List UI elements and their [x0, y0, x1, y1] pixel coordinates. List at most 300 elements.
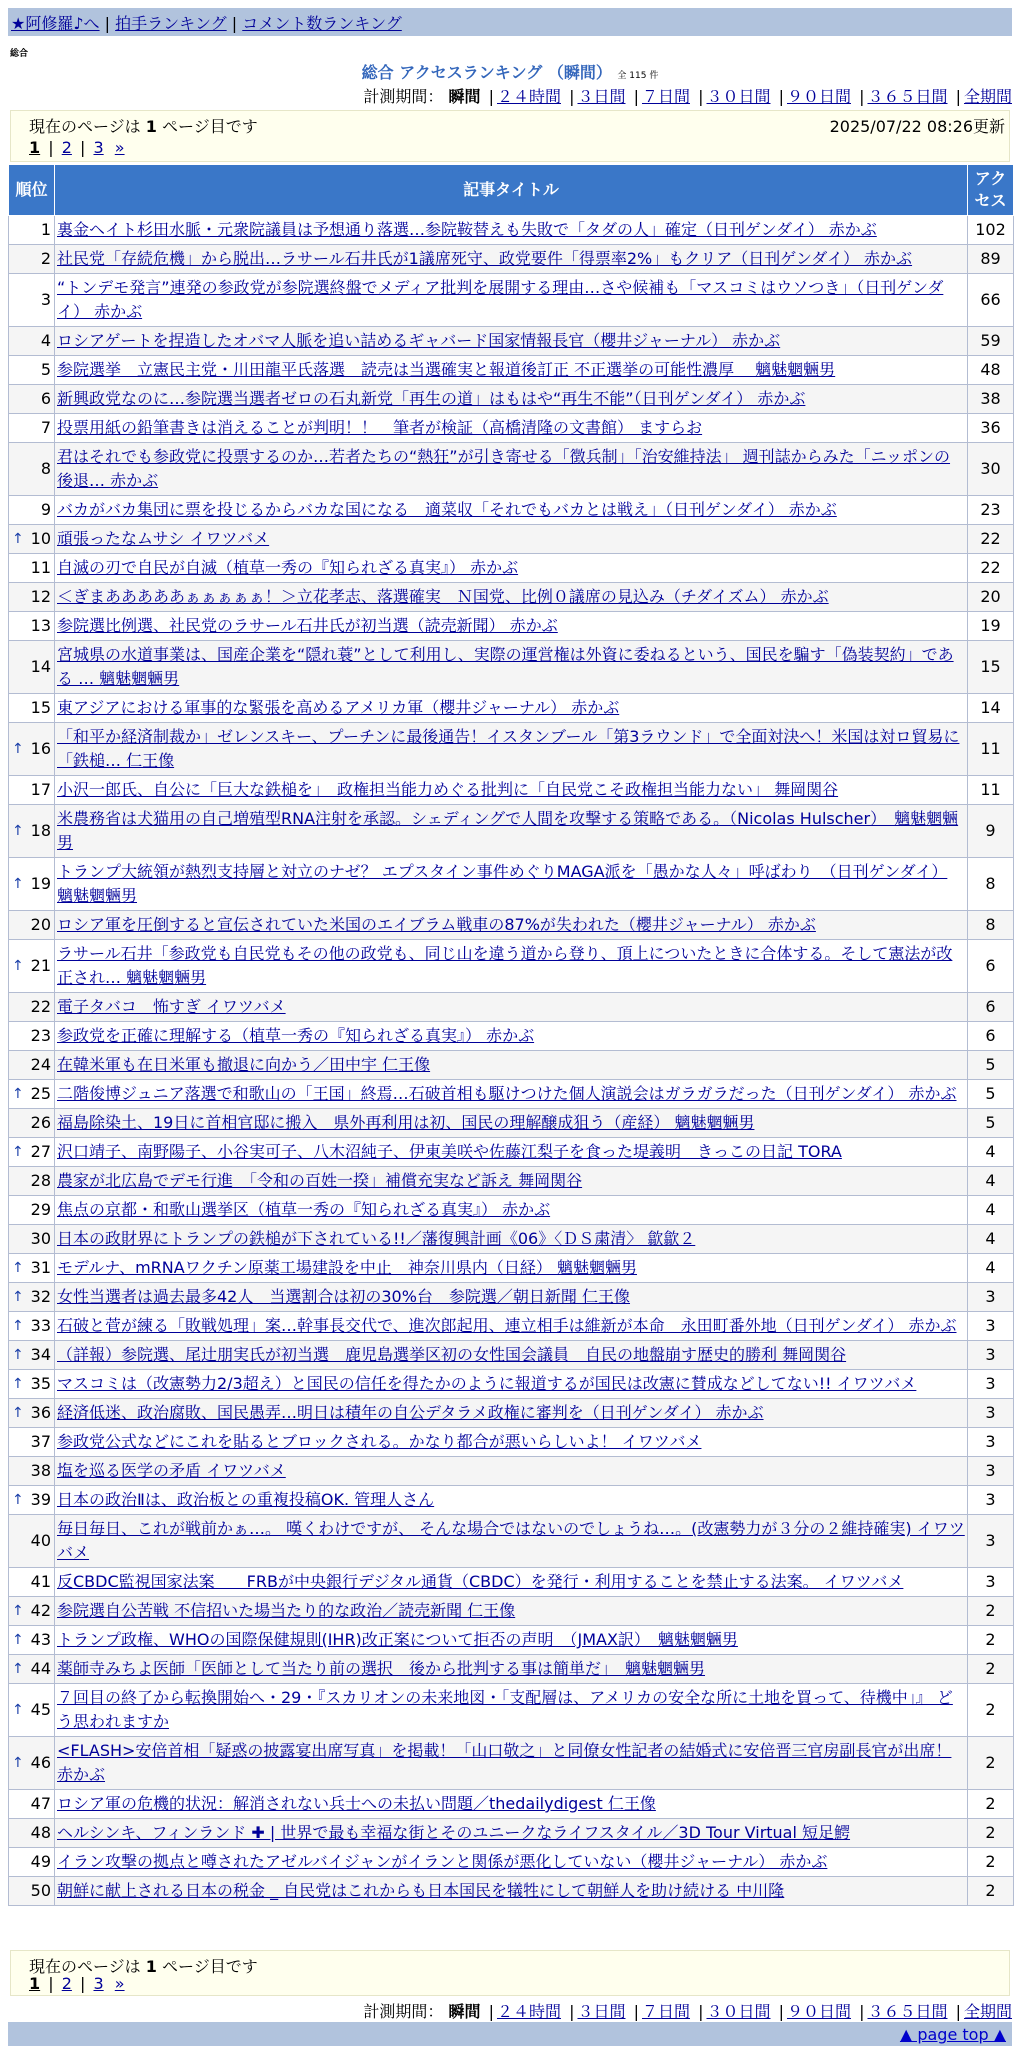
article-link[interactable]: 反CBDC監視国家法案 FRBが中央銀行デジタル通貨（CBDC）を発行・利用することを禁止する法案。 イワツバメ: [57, 1572, 904, 1591]
table-row: [9, 1515, 1014, 1568]
article-link[interactable]: 経済低迷、政治腐敗、国民愚弄…明日は積年の自公デタラメ政権に審判を（日刊ゲンダイ） 赤かぶ: [57, 1403, 764, 1422]
title-cell: [55, 1341, 968, 1370]
article-link[interactable]: 社民党「存続危機」から脱出…ラサール石井氏が1議席死守、政党要件「得票率2%」もクリア（日刊ゲンダイ） 赤かぶ: [57, 249, 913, 268]
period-separator: |: [778, 87, 784, 106]
updated-timestamp: 2025/07/22 08:26更新: [829, 117, 1005, 136]
article-link[interactable]: ロシアゲートを捏造したオバマ人脈を追い詰めるギャバード国家情報長官（櫻井ジャーナル） 赤かぶ: [57, 331, 781, 350]
access-count: 2: [968, 1790, 1014, 1819]
title-cell: [55, 1370, 968, 1399]
header-title: 記事タイトル: [55, 165, 968, 216]
nav-link-clap-ranking[interactable]: 拍手ランキング: [115, 14, 227, 33]
rank-number: 26: [30, 1113, 51, 1132]
title-cell: [55, 1051, 968, 1080]
rank-cell: [9, 1022, 55, 1051]
rank-number: 30: [30, 1229, 51, 1248]
table-row: [9, 1022, 1014, 1051]
title-cell: [55, 776, 968, 805]
table-row: [9, 1225, 1014, 1254]
table-row: [9, 805, 1014, 858]
article-link[interactable]: バカがバカ集団に票を投じるからバカな国になる 適菜収「それでもバカとは戦え」（日刊ゲンダイ） 赤かぶ: [57, 500, 837, 519]
article-link[interactable]: ７回目の終了から転換開始へ・29・『スカリオンの未来地図・「支配層は、アメリカの安全な所に土地を買って、待機中」』 どう思われますか: [57, 1688, 953, 1731]
access-count: 2: [968, 1655, 1014, 1684]
title-cell: [55, 1737, 968, 1790]
title-cell: [55, 274, 968, 327]
table-row: [9, 1684, 1014, 1737]
period-separator: |: [488, 87, 494, 106]
article-link[interactable]: 新興政党なのに…参院選当選者ゼロの石丸新党「再生の道」はもはや“再生不能”（日刊ゲンダイ） 赤かぶ: [57, 389, 806, 408]
table-row: [9, 525, 1014, 554]
title-cell: [55, 1568, 968, 1597]
access-count: 3: [968, 1370, 1014, 1399]
rank-number: 16: [30, 739, 51, 758]
rank-number: 32: [30, 1287, 51, 1306]
access-count: 19: [968, 612, 1014, 641]
rank-number: 21: [30, 956, 51, 975]
article-link[interactable]: 塩を巡る医学の矛盾 イワツバメ: [57, 1461, 286, 1480]
access-count: 2: [968, 1626, 1014, 1655]
rank-number: 39: [30, 1490, 51, 1509]
article-link[interactable]: 石破と菅が練る「敗戦処理」案…幹事長交代で、進次郎起用、連立相手は維新が本命 永田町番外地（日刊ゲンダイ） 赤かぶ: [57, 1316, 957, 1335]
ranking-title-text: 総合 アクセスランキング （瞬間）: [361, 63, 612, 82]
article-link[interactable]: <FLASH>安倍首相「疑惑の披露宴出席写真」を掲載！「山口敬之」と同僚女性記者の結婚式に安倍晋三官房副長官が出席！ 赤かぶ: [57, 1741, 952, 1784]
access-count: 3: [968, 1399, 1014, 1428]
page-link-next[interactable]: »: [114, 138, 125, 157]
article-link[interactable]: 二階俊博ジュニア落選で和歌山の「王国」終焉…石破首相も駆けつけた個人演説会はガラガラだった（日刊ゲンダイ） 赤かぶ: [57, 1084, 957, 1103]
rank-up-arrow-icon: ↑: [12, 823, 24, 839]
top-nav: [8, 8, 1012, 36]
rank-number: 29: [30, 1200, 51, 1219]
rank-number: 47: [30, 1794, 51, 1813]
rank-up-arrow-icon: ↑: [12, 1702, 24, 1718]
access-count: 2: [968, 1877, 1014, 1906]
rank-number: 5: [40, 360, 51, 379]
rank-number: 45: [30, 1700, 51, 1719]
period-separator: |: [955, 87, 961, 106]
rank-cell: [9, 1486, 55, 1515]
rank-number: 11: [30, 558, 51, 577]
pagination-top: [29, 138, 125, 157]
table-row: [9, 414, 1014, 443]
title-cell: [55, 1486, 968, 1515]
nav-link-comment-ranking[interactable]: コメント数ランキング: [242, 14, 402, 33]
article-link[interactable]: 宮城県の水道事業は、国産企業を“隠れ蓑”として利用し、実際の運営権は外資に委ねるという、国民を騙す「偽装契約」である … 魑魅魍魎男: [57, 645, 954, 688]
page-separator: |: [48, 1974, 54, 1993]
title-cell: [55, 583, 968, 612]
rank-up-arrow-icon: ↑: [12, 958, 24, 974]
rank-cell: [9, 1312, 55, 1341]
access-count: 11: [968, 776, 1014, 805]
rank-up-arrow-icon: ↑: [12, 1492, 24, 1508]
table-row: [9, 723, 1014, 776]
access-count: 4: [968, 1167, 1014, 1196]
access-count: 2: [968, 1737, 1014, 1790]
title-cell: [55, 694, 968, 723]
rank-cell: [9, 805, 55, 858]
article-link[interactable]: 日本の政治Ⅱは、政治板との重複投稿OK. 管理人さん: [57, 1490, 435, 1509]
title-cell: [55, 1684, 968, 1737]
article-link[interactable]: 在韓米軍も在日米軍も撤退に向かう／田中宇 仁王像: [57, 1055, 431, 1074]
table-row: [9, 1877, 1014, 1906]
rank-up-arrow-icon: ↑: [12, 1661, 24, 1677]
rank-cell: [9, 245, 55, 274]
period-selector-bottom: [363, 1999, 1012, 2022]
article-link[interactable]: 参院選自公苦戦 不信招いた場当たり的な政治／読売新聞 仁王像: [57, 1601, 516, 1620]
article-link[interactable]: 参院選挙 立憲民主党・川田龍平氏落選 読売は当選確実と報道後訂正 不正選挙の可能性濃厚 魑魅魍魎男: [57, 360, 836, 379]
page-status: [29, 114, 258, 137]
rank-number: 8: [40, 459, 51, 478]
article-link[interactable]: ヘルシンキ、フィンランド ✚ | 世界で最も幸福な街とそのユニークなライフスタイル／3D Tour Virtual 短足鰐: [57, 1823, 851, 1842]
title-cell: [55, 805, 968, 858]
rank-cell: [9, 274, 55, 327]
table-row: [9, 1051, 1014, 1080]
nav-separator: |: [104, 14, 111, 33]
article-link[interactable]: 投票用紙の鉛筆書きは消えることが判明！！ 筆者が検証（高橋清隆の文書館） ますらお: [57, 418, 703, 437]
rank-number: 17: [30, 780, 51, 799]
article-link[interactable]: “トンデモ発言”連発の参政党が参院選終盤でメディア批判を展開する理由…さや候補も「マスコミはウソつき」（日刊ゲンダイ） 赤かぶ: [57, 278, 944, 321]
period-link-365d[interactable]: ３６５日間: [867, 2002, 948, 2021]
access-count: 89: [968, 245, 1014, 274]
article-link[interactable]: 日本の政財界にトランプの鉄槌が下されている!!／藩復興計画《06》〈ＤＳ粛清〉 歙歙２: [57, 1229, 696, 1248]
table-row: [9, 1283, 1014, 1312]
page-current: 1: [29, 138, 41, 157]
rank-cell: [9, 356, 55, 385]
rank-number: 41: [30, 1572, 51, 1591]
rank-cell: [9, 496, 55, 525]
rank-cell: [9, 1225, 55, 1254]
article-link[interactable]: 米農務省は犬猫用の自己増殖型RNA注射を承認。シェディングで人間を攻撃する策略である。（Nicolas Hulscher） 魑魅魍魎男: [57, 809, 959, 852]
article-link[interactable]: 参院選比例選、社民党のラサール石井氏が初当選（読売新聞） 赤かぶ: [57, 616, 558, 635]
table-row: [9, 1254, 1014, 1283]
footer-bar: [8, 2022, 1012, 2046]
title-cell: [55, 1167, 968, 1196]
access-count: 22: [968, 525, 1014, 554]
rank-cell: [9, 443, 55, 496]
access-count: 3: [968, 1457, 1014, 1486]
rank-cell: [9, 1737, 55, 1790]
title-cell: [55, 496, 968, 525]
period-link-24h[interactable]: ２４時間: [496, 87, 561, 106]
article-link[interactable]: 頑張ったなムサシ イワツバメ: [57, 529, 270, 548]
table-row: [9, 245, 1014, 274]
rank-cell: [9, 1167, 55, 1196]
table-row: [9, 1312, 1014, 1341]
access-count: 6: [968, 993, 1014, 1022]
article-link[interactable]: 毎日毎日、これが戦前かぁ…。 嘆くわけですが、 そんな場合ではないのでしょうね…。(改憲勢力が３分の２維持確実) イワツバメ: [57, 1519, 965, 1562]
rank-number: 40: [30, 1531, 51, 1550]
table-row: [9, 776, 1014, 805]
period-link-30d[interactable]: ３０日間: [706, 2002, 771, 2021]
period-separator: |: [569, 87, 575, 106]
ranking-table: [8, 164, 1014, 1906]
title-cell: [55, 1848, 968, 1877]
title-cell: [55, 1399, 968, 1428]
rank-cell: [9, 1109, 55, 1138]
rank-cell: [9, 1684, 55, 1737]
access-count: 5: [968, 1109, 1014, 1138]
access-count: 8: [968, 858, 1014, 911]
access-count: 8: [968, 911, 1014, 940]
article-link[interactable]: ロシア軍を圧倒すると宣伝されていた米国のエイブラム戦車の87%が失われた（櫻井ジャーナル） 赤かぶ: [57, 915, 816, 934]
access-count: 3: [968, 1486, 1014, 1515]
table-row: [9, 993, 1014, 1022]
access-count: 48: [968, 356, 1014, 385]
article-link[interactable]: 沢口靖子、南野陽子、小谷実可子、八木沼純子、伊東美咲や佐藤江梨子を食った堤義明 きっこの日記 TORA: [57, 1142, 842, 1161]
article-link[interactable]: （詳報）参院選、尾辻朋実氏が初当選 鹿児島選挙区初の女性国会議員 自民の地盤崩す歴史的勝利 舞岡関谷: [57, 1345, 847, 1364]
table-row: [9, 1457, 1014, 1486]
rank-number: 28: [30, 1171, 51, 1190]
access-count: 59: [968, 327, 1014, 356]
rank-up-arrow-icon: ↑: [12, 1755, 24, 1771]
title-cell: [55, 245, 968, 274]
article-link[interactable]: 君はそれでも参政党に投票するのか…若者たちの“熱狂”が引き寄せる「徴兵制」「治安維持法」 週刊誌からみた「ニッポンの後退… 赤かぶ: [57, 447, 951, 490]
access-count: 2: [968, 1848, 1014, 1877]
page-link-3[interactable]: 3: [93, 138, 104, 157]
header-rank: 順位: [9, 165, 55, 216]
rank-number: 14: [30, 657, 51, 676]
rank-cell: [9, 612, 55, 641]
rank-cell: [9, 1877, 55, 1906]
article-link[interactable]: 朝鮮に献上される日本の税金 _ 自民党はこれからも日本国民を犠牲にして朝鮮人を助け続ける 中川隆: [57, 1881, 785, 1900]
article-link[interactable]: トランプ大統領が熱烈支持層と対立のナゼ？ エプスタイン事件めぐりMAGA派を「愚かな人々」呼ばわり （日刊ゲンダイ） 魑魅魍魎男: [57, 862, 948, 905]
rank-number: 46: [30, 1753, 51, 1772]
page-status-post: ページ目です: [162, 1957, 258, 1976]
rank-number: 19: [30, 874, 51, 893]
title-cell: [55, 1877, 968, 1906]
access-count: 14: [968, 694, 1014, 723]
rank-cell: [9, 776, 55, 805]
rank-cell: [9, 993, 55, 1022]
access-count: 5: [968, 1080, 1014, 1109]
rank-number: 10: [30, 529, 51, 548]
rank-cell: [9, 1399, 55, 1428]
rank-cell: [9, 1370, 55, 1399]
pagination-bottom: [29, 1974, 125, 1993]
rank-up-arrow-icon: ↑: [12, 531, 24, 547]
table-row: [9, 356, 1014, 385]
title-cell: [55, 385, 968, 414]
article-link[interactable]: トランプ政権、WHOの国際保健規則(IHR)改正案について拒否の声明 （JMAX訳） 魑魅魍魎男: [57, 1630, 738, 1649]
title-cell: [55, 554, 968, 583]
rank-cell: [9, 1790, 55, 1819]
title-cell: [55, 1225, 968, 1254]
title-cell: [55, 1515, 968, 1568]
title-cell: [55, 414, 968, 443]
title-cell: [55, 641, 968, 694]
article-link[interactable]: 女性当選者は過去最多42人 当選割合は初の30%台 参院選／朝日新聞 仁王像: [57, 1287, 631, 1306]
period-link-24h[interactable]: ２４時間: [496, 2002, 561, 2021]
period-separator: |: [698, 2002, 704, 2021]
rank-number: 31: [30, 1258, 51, 1277]
period-link-all[interactable]: 全期間: [963, 87, 1012, 106]
table-row: [9, 858, 1014, 911]
access-count: 5: [968, 1051, 1014, 1080]
rank-cell: [9, 1848, 55, 1877]
rank-number: 4: [40, 331, 51, 350]
rank-number: 12: [30, 587, 51, 606]
page-link-next[interactable]: »: [114, 1974, 125, 1993]
period-link-30d[interactable]: ３０日間: [706, 87, 771, 106]
table-row: [9, 1196, 1014, 1225]
table-row: [9, 1109, 1014, 1138]
access-count: 36: [968, 414, 1014, 443]
period-separator: |: [859, 87, 865, 106]
title-cell: [55, 1109, 968, 1138]
article-link[interactable]: 参政党を正確に理解する（植草一秀の『知られざる真実』） 赤かぶ: [57, 1026, 535, 1045]
rank-up-arrow-icon: ↑: [12, 1376, 24, 1392]
title-cell: [55, 1254, 968, 1283]
rank-cell: [9, 1428, 55, 1457]
article-link[interactable]: 農家が北広島でデモ行進 「令和の百姓一揆」補償充実など訴え 舞岡関谷: [57, 1171, 583, 1190]
rank-up-arrow-icon: ↑: [12, 1632, 24, 1648]
title-cell: [55, 940, 968, 993]
title-cell: [55, 1138, 968, 1167]
title-cell: [55, 356, 968, 385]
period-separator: |: [633, 87, 639, 106]
period-link-90d[interactable]: ９０日間: [786, 87, 851, 106]
article-link[interactable]: 東アジアにおける軍事的な緊張を高めるアメリカ軍（櫻井ジャーナル） 赤かぶ: [57, 698, 620, 717]
table-row: [9, 1167, 1014, 1196]
title-cell: [55, 1626, 968, 1655]
rank-cell: [9, 1626, 55, 1655]
rank-cell: [9, 554, 55, 583]
article-link[interactable]: 電子タバコ 怖すぎ イワツバメ: [57, 997, 286, 1016]
access-count: 15: [968, 641, 1014, 694]
article-link[interactable]: マスコミは（改憲勢力2/3超え）と国民の信任を得たかのように報道するが国民は改憲に賛成などしてない!! イワツバメ: [57, 1374, 917, 1393]
period-link-365d[interactable]: ３６５日間: [867, 87, 948, 106]
page-status-num: 1: [145, 117, 157, 136]
access-count: 102: [968, 216, 1014, 245]
period-link-all[interactable]: 全期間: [963, 2002, 1012, 2021]
rank-number: 48: [30, 1823, 51, 1842]
table-row: [9, 496, 1014, 525]
table-row: [9, 443, 1014, 496]
period-link-7d[interactable]: ７日間: [641, 2002, 690, 2021]
table-row: [9, 1341, 1014, 1370]
access-count: 30: [968, 443, 1014, 496]
rank-number: 27: [30, 1142, 51, 1161]
page-status-post: ページ目です: [162, 117, 258, 136]
rank-cell: [9, 327, 55, 356]
ranking-body: [9, 216, 1014, 1906]
rank-number: 24: [30, 1055, 51, 1074]
rank-cell: [9, 1457, 55, 1486]
period-selector-top: [363, 84, 1012, 107]
page-link-2[interactable]: 2: [61, 1974, 72, 1993]
rank-number: 15: [30, 698, 51, 717]
table-row: [9, 911, 1014, 940]
period-link-3d[interactable]: ３日間: [577, 87, 626, 106]
rank-cell: [9, 723, 55, 776]
title-cell: [55, 1428, 968, 1457]
rank-cell: [9, 641, 55, 694]
rank-cell: [9, 1819, 55, 1848]
nav-separator: |: [231, 14, 238, 33]
rank-up-arrow-icon: ↑: [12, 1318, 24, 1334]
table-row: [9, 1568, 1014, 1597]
period-link-3d[interactable]: ３日間: [577, 2002, 626, 2021]
article-link[interactable]: 自滅の刃で自民が自滅（植草一秀の『知られざる真実』） 赤かぶ: [57, 558, 519, 577]
title-cell: [55, 1312, 968, 1341]
page-status-pre: 現在のページは: [29, 1957, 141, 1976]
period-link-90d[interactable]: ９０日間: [786, 2002, 851, 2021]
access-count: 2: [968, 1819, 1014, 1848]
table-row: [9, 583, 1014, 612]
article-link[interactable]: 参政党公式などにこれを貼るとブロックされる。かなり都合が悪いらしいよ！ イワツバメ: [57, 1432, 702, 1451]
rank-number: 13: [30, 616, 51, 635]
rank-cell: [9, 858, 55, 911]
article-link[interactable]: ＜ぎまあああああぁぁぁぁぁ！＞立花孝志、落選確実 Ｎ国党、比例０議席の見込み（チダイズム） 赤かぶ: [57, 587, 829, 606]
access-count: 3: [968, 1312, 1014, 1341]
rank-cell: [9, 1341, 55, 1370]
title-cell: [55, 1283, 968, 1312]
rank-number: 23: [30, 1026, 51, 1045]
article-link[interactable]: 裏金ヘイト杉田水脈・元衆院議員は予想通り落選…参院鞍替えも失敗で「タダの人」確定（日刊ゲンダイ） 赤かぶ: [57, 220, 877, 239]
rank-number: 36: [30, 1403, 51, 1422]
access-count: 4: [968, 1138, 1014, 1167]
period-link-7d[interactable]: ７日間: [641, 87, 690, 106]
nav-link-ashura[interactable]: ★阿修羅♪へ: [11, 14, 100, 33]
access-count: 3: [968, 1428, 1014, 1457]
table-row: [9, 1486, 1014, 1515]
rank-up-arrow-icon: ↑: [12, 1603, 24, 1619]
article-link[interactable]: 小沢一郎氏、自公に「巨大な鉄槌を」 政権担当能力めぐる批判に「自民党こそ政権担当能力ない」 舞岡関谷: [57, 780, 839, 799]
page-top-link[interactable]: ▲ page top ▲: [899, 2025, 1006, 2044]
article-link[interactable]: 福島除染土、19日に首相官邸に搬入 県外再利用は初、国民の理解醸成狙う（産経） 魑魅魍魎男: [57, 1113, 755, 1132]
title-cell: [55, 1819, 968, 1848]
table-row: [9, 1428, 1014, 1457]
article-link[interactable]: イラン攻撃の拠点と噂されたアゼルバイジャンがイランと関係が悪化していない（櫻井ジャーナル） 赤かぶ: [57, 1852, 828, 1871]
article-link[interactable]: 「和平か経済制裁か」ゼレンスキー、プーチンに最後通告！イスタンブール「第3ラウンド」で全面対決へ！米国は対ロ貿易に「鉄槌… 仁王像: [57, 727, 960, 770]
rank-cell: [9, 1515, 55, 1568]
rank-up-arrow-icon: ↑: [12, 876, 24, 892]
rank-number: 6: [40, 389, 51, 408]
rank-number: 42: [30, 1601, 51, 1620]
period-label: 計測期間：: [363, 2002, 444, 2021]
access-count: 6: [968, 1022, 1014, 1051]
rank-up-arrow-icon: ↑: [12, 1405, 24, 1421]
page-status-pre: 現在のページは: [29, 117, 141, 136]
table-row: [9, 1370, 1014, 1399]
rank-number: 37: [30, 1432, 51, 1451]
page-link-3[interactable]: 3: [93, 1974, 104, 1993]
article-link[interactable]: 焦点の京都・和歌山選挙区（植草一秀の『知られざる真実』） 赤かぶ: [57, 1200, 551, 1219]
table-row: [9, 274, 1014, 327]
title-cell: [55, 1080, 968, 1109]
rank-cell: [9, 1138, 55, 1167]
article-link[interactable]: ロシア軍の危機的状況：解消されない兵士への未払い問題／thedailydigest 仁王像: [57, 1794, 656, 1813]
title-cell: [55, 723, 968, 776]
rank-number: 34: [30, 1345, 51, 1364]
period-separator: |: [955, 2002, 961, 2021]
table-row: [9, 1737, 1014, 1790]
table-row: [9, 1399, 1014, 1428]
article-link[interactable]: モデルナ、mRNAワクチン原薬工場建設を中止 神奈川県内（日経） 魑魅魍魎男: [57, 1258, 637, 1277]
rank-up-arrow-icon: ↑: [12, 1347, 24, 1363]
article-link[interactable]: 薬師寺みちよ医師「医師として当たり前の選択 後から批判する事は簡単だ」 魑魅魍魎男: [57, 1659, 706, 1678]
rank-cell: [9, 1568, 55, 1597]
page-link-2[interactable]: 2: [61, 138, 72, 157]
rank-up-arrow-icon: ↑: [12, 1086, 24, 1102]
table-row: [9, 327, 1014, 356]
article-link[interactable]: ラサール石井「参政党も自民党もその他の政党も、同じ山を違う道から登り、頂上についたときに合体する。そして憲法が改正され… 魑魅魍魎男: [57, 944, 953, 987]
period-separator: |: [698, 87, 704, 106]
header-access: アクセス: [968, 165, 1014, 216]
rank-number: 2: [40, 249, 51, 268]
rank-cell: [9, 1196, 55, 1225]
table-row: [9, 694, 1014, 723]
title-cell: [55, 993, 968, 1022]
table-header-row: [9, 165, 1014, 216]
